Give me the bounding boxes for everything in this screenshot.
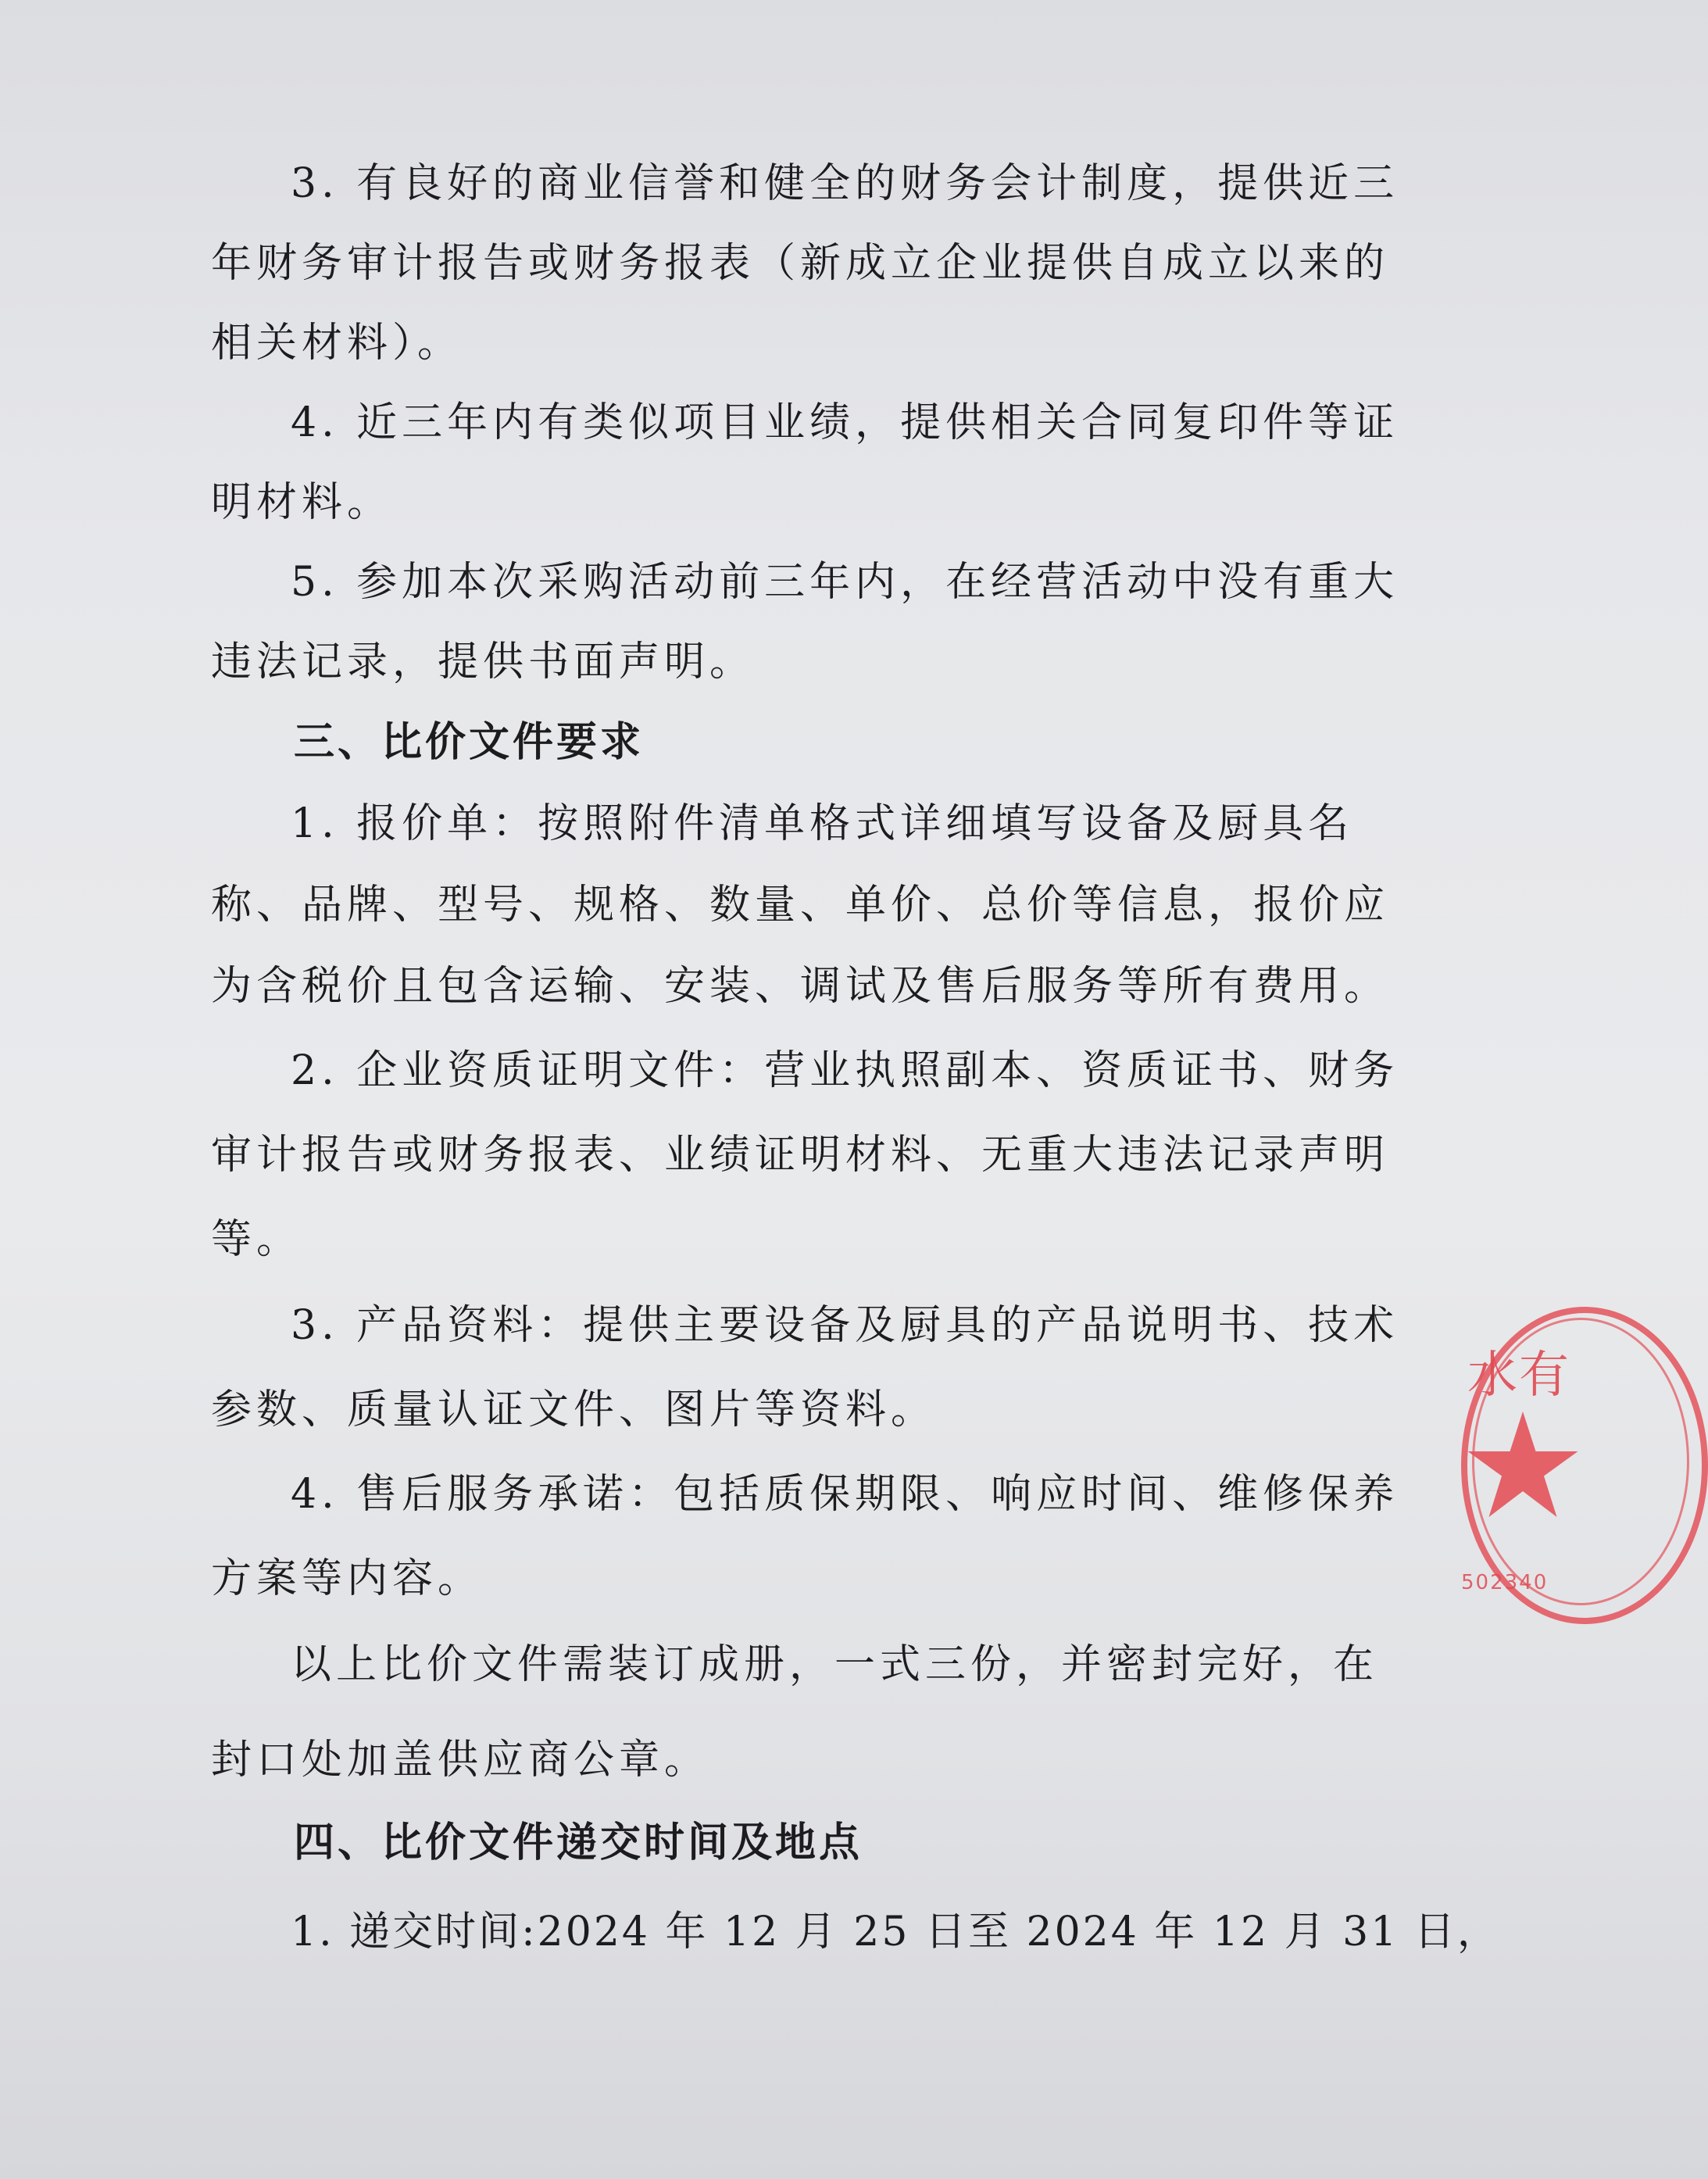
- paragraph-line: 4. 近三年内有类似项目业绩，提供相关合同复印件等证: [291, 399, 1399, 446]
- paragraph-line: 3. 产品资料：提供主要设备及厨具的产品说明书、技术: [291, 1302, 1399, 1349]
- section-heading: 三、比价文件要求: [294, 719, 645, 766]
- seal-number: 502340: [1461, 1571, 1549, 1594]
- seal-text: 水有: [1467, 1347, 1570, 1404]
- star-icon: [1464, 1407, 1581, 1524]
- paragraph-line: 1. 递交时间:2024 年 12 月 25 日至 2024 年 12 月 31 日，: [291, 1909, 1500, 1955]
- paragraph-line: 参数、质量认证文件、图片等资料。: [211, 1386, 937, 1433]
- paragraph-line: 相关材料）。: [211, 320, 463, 367]
- paragraph-line: 4. 售后服务承诺：包括质保期限、响应时间、维修保养: [291, 1471, 1399, 1518]
- paragraph-line: 称、品牌、型号、规格、数量、单价、总价等信息，报价应: [211, 882, 1390, 928]
- paragraph-line: 审计报告或财务报表、业绩证明材料、无重大违法记录声明: [211, 1132, 1390, 1179]
- paragraph-line: 明材料。: [211, 479, 393, 526]
- paragraph-line: 方案等内容。: [211, 1555, 484, 1602]
- section-heading: 四、比价文件递交时间及地点: [294, 1819, 863, 1866]
- paragraph-line: 违法记录，提供书面声明。: [211, 639, 756, 685]
- paragraph-line: 等。: [211, 1216, 302, 1263]
- paragraph-line: 2. 企业资质证明文件：营业执照副本、资质证书、财务: [291, 1047, 1399, 1094]
- paragraph-line: 以上比价文件需装订成册，一式三份，并密封完好，在: [291, 1641, 1379, 1688]
- official-seal: [1438, 1290, 1688, 1626]
- paragraph-line: 1. 报价单：按照附件清单格式详细填写设备及厨具名: [291, 800, 1354, 847]
- paragraph-line: 3. 有良好的商业信誉和健全的财务会计制度，提供近三: [291, 160, 1399, 207]
- paragraph-line: 封口处加盖供应商公章。: [211, 1737, 710, 1784]
- paragraph-line: 年财务审计报告或财务报表（新成立企业提供自成立以来的: [211, 240, 1390, 287]
- paragraph-line: 为含税价且包含运输、安装、调试及售后服务等所有费用。: [211, 963, 1390, 1010]
- paragraph-line: 5. 参加本次采购活动前三年内，在经营活动中没有重大: [291, 559, 1399, 606]
